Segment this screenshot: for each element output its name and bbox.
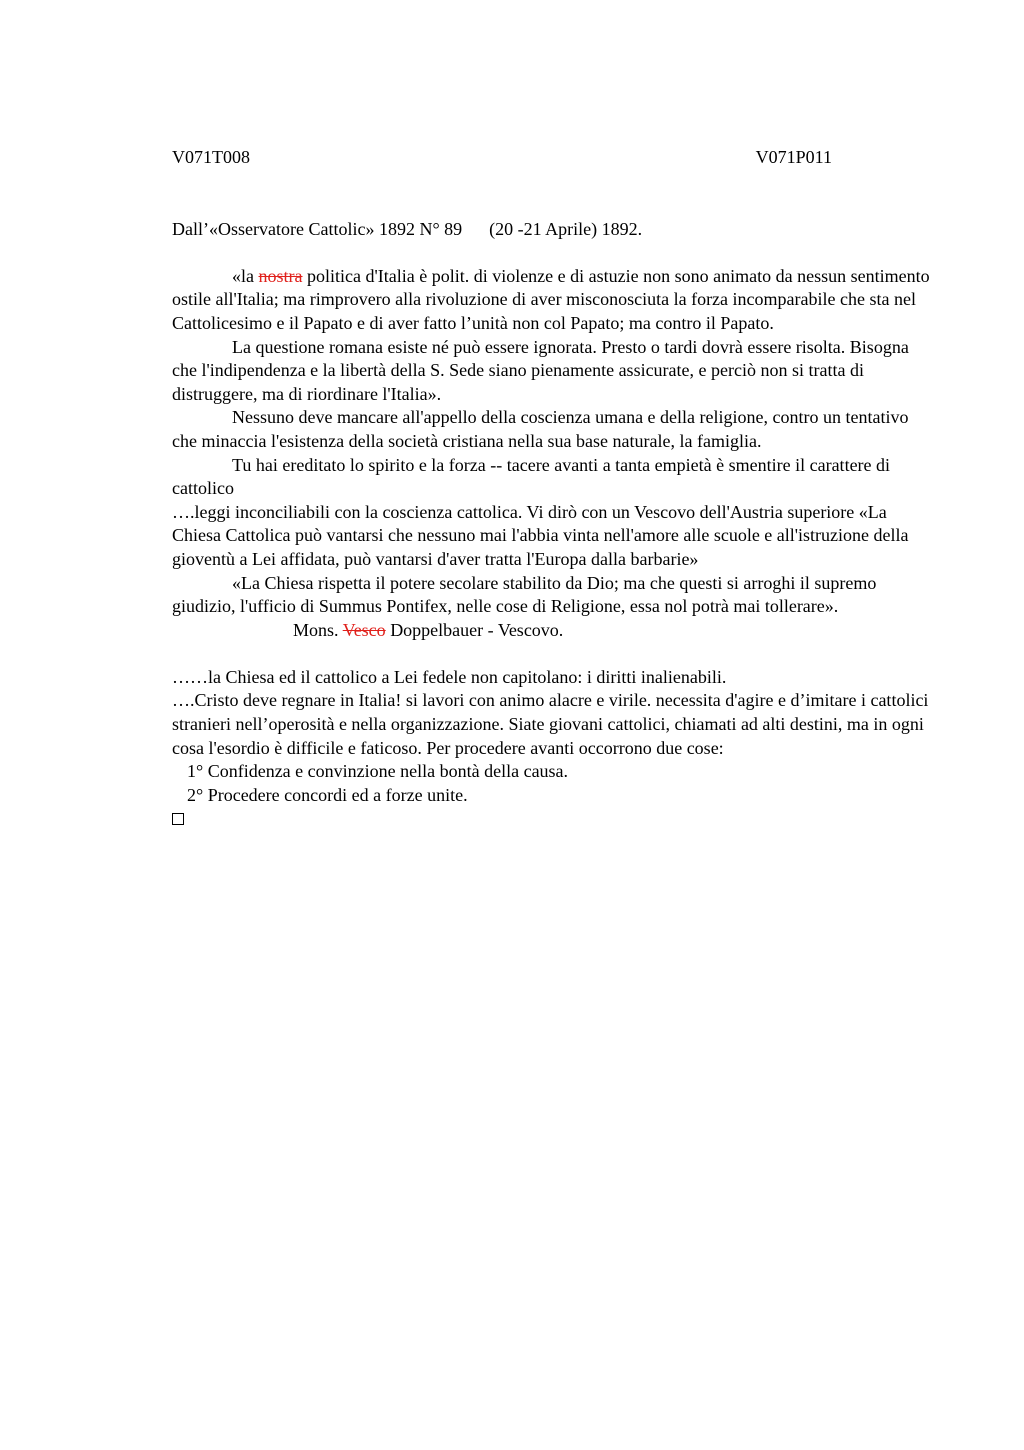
paragraph-4: Tu hai ereditato lo spirito e la forza -- tacere avanti a tanta empietà è smentire il carattere di cattolico xyxy=(172,454,891,499)
source-date: (20 -21 Aprile) 1892. xyxy=(489,218,643,239)
signature-line xyxy=(172,619,932,643)
struck-word: Vesco xyxy=(342,619,386,640)
list-item: 1° Confidenza e convinzione nella bontà della causa. xyxy=(187,761,569,782)
paragraph-6: «La Chiesa rispetta il potere secolare stabilito da Dio; ma che questi si arroghi il supremo giudizio, l'ufficio di Summus Pontifex, nelle cose di Religione, essa nol potrà mai tollerare». xyxy=(172,572,877,617)
paragraph-2: La questione romana esiste né può essere ignorata. Presto o tardi dovrà essere risolta. Bisogna che l'indipendenza e la libertà della S. Sede siano pienamente assicurate, e perciò non si tratta di distruggere, ma di riordinare l'Italia». xyxy=(172,336,909,404)
blank-line xyxy=(172,642,932,666)
document-body xyxy=(172,265,932,832)
signature-prefix: Mons. xyxy=(293,619,343,640)
struck-word: nostra xyxy=(258,265,303,286)
signature-name: Doppelbauer - Vescovo. xyxy=(385,619,564,640)
paragraph-7: ……la Chiesa ed il cattolico a Lei fedele non capitolano: i diritti inalienabili. xyxy=(172,666,727,687)
document-code: V071T008 xyxy=(172,147,250,167)
checkbox-glyph-icon xyxy=(172,813,184,825)
paragraph-1 xyxy=(172,265,932,336)
paragraph-3: Nessuno deve mancare all'appello della coscienza umana e della religione, contro un tentativo che minaccia l'esistenza della società cristiana nella sua base naturale, la famiglia. xyxy=(172,407,909,451)
document-page xyxy=(172,146,932,832)
page-code: V071P011 xyxy=(755,147,832,167)
source-citation: Dall’«Osservatore Cattolic» 1892 N° 89 xyxy=(172,218,463,239)
paragraph-8: ….Cristo deve regnare in Italia! si lavori con animo alacre e virile. necessita d'agire e d’imitare i cattolici stranieri nell’operosità e nella organizzazione. Siate giovani cattolici, chiamati ad alti destini, ma in ogni cosa l'esordio è difficile e faticoso. Per procedere avanti occorrono due cose: xyxy=(172,690,929,758)
header-row xyxy=(172,146,832,170)
list-item: 2° Procedere concordi ed a forze unite. xyxy=(187,784,468,805)
paragraph-1-text: politica d'Italia è polit. di violenze e di astuzie non sono animato da nessun sentimento ostile all'Italia; ma rimprovero alla rivoluzione di aver misconosciuta la forza incomparabile che sta nel Cattolicesimo e il Papato e di aver fatto l’unità non col Papato; ma contro il Papato. xyxy=(172,265,930,333)
source-line xyxy=(172,218,932,242)
paragraph-5: ….leggi inconciliabili con la coscienza cattolica. Vi dirò con un Vescovo dell'Austria superiore «La Chiesa Cattolica può vantarsi che nessuno mai l'abbia vinta nell'amore alle scuole e all'istruzione della gioventù a Lei affidata, può vantarsi d'aver tratta l'Europa dalla barbarie» xyxy=(172,501,909,569)
paragraph-1-open: «la xyxy=(232,265,259,286)
